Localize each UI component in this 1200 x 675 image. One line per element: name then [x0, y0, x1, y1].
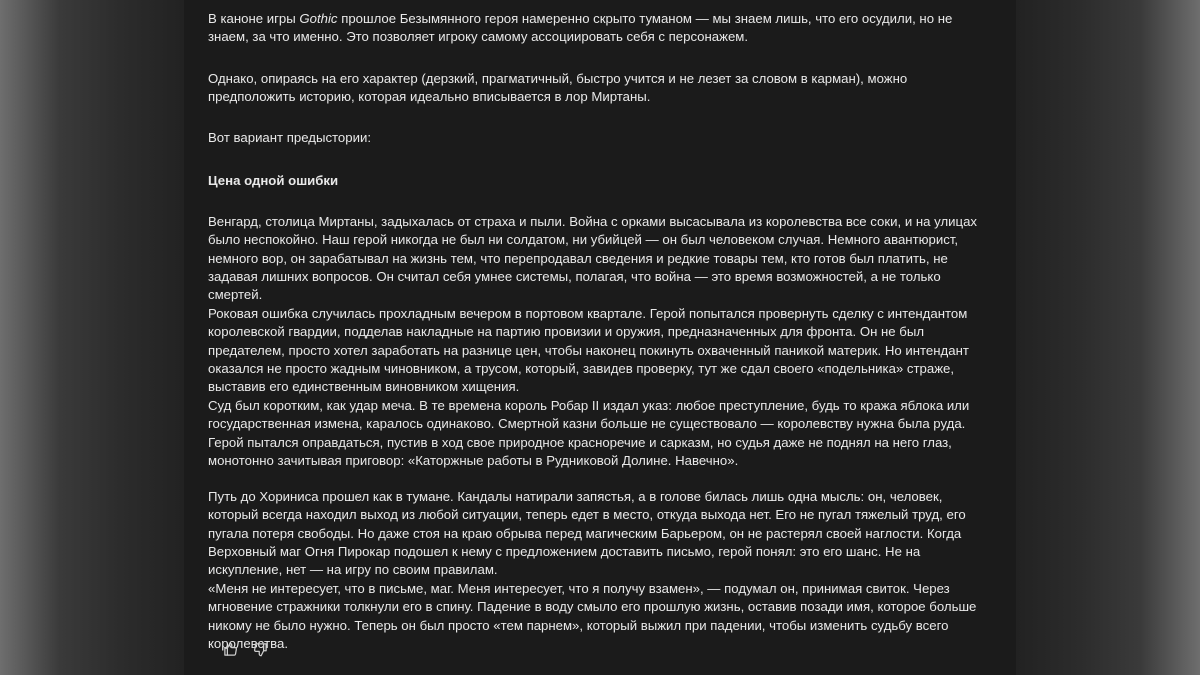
chat-response-panel [184, 0, 1016, 675]
paragraph-intro [208, 10, 988, 47]
game-title-italic: Gothic [299, 11, 338, 26]
dislike-button[interactable] [251, 640, 269, 658]
story-title: Цена одной ошибки [208, 173, 339, 188]
like-button[interactable] [221, 640, 239, 658]
paragraph-mistake: Роковая ошибка случилась прохладным вечером в портовом квартале. Герой попытался провернуть сделку с интендантом королевской гвардии, подделав накладные на партию провизии и оружия, предназначенных для фронта. Он не был предателем, просто хотел заработать на разнице цен, чтобы наконец покинуть охваченный паникой материк. Но интендант оказался не просто жадным чиновником, а трусом, который, завидев проверку, тут же сдал своего «подельника» страже, выставив его единственным виновником хищения. [208, 306, 969, 395]
paragraph-character: Однако, опираясь на его характер (дерзкий, прагматичный, быстро учится и не лезет за словом в карман), можно предположить историю, которая идеально вписывается в лор Миртаны. [208, 71, 908, 105]
paragraph-trial: Суд был коротким, как удар меча. В те времена король Робар II издал указ: любое преступление, будь то кража яблока или государственная измена, каралось одинаково. Смертной казни больше не существовало — королевству нужна была руда. Герой пытался оправдаться, пустив в ход свое природное красноречие и сарказм, но судья даже не поднял на него глаз, монотонно зачитывая приговор: «Каторжные работы в Рудниковой Долине. Навечно». [208, 398, 970, 468]
paragraph-intro-text-b: прошлое Безымянного героя намеренно скрыто туманом — мы знаем лишь, что его осудили, но не знаем, за что именно. Это позволяет игроку самому ассоциировать себя с персонажем. [208, 11, 953, 45]
feedback-bar [221, 640, 269, 658]
paragraph-variant: Вот вариант предыстории: [208, 130, 372, 145]
paragraph-journey: Путь до Хориниса прошел как в тумане. Кандалы натирали запястья, а в голове билась лишь одна мысль: он, человек, который всегда находил выход из любой ситуации, теперь едет в место, откуда выхода нет. Его не пугал тяжелый труд, его пугала потеря свободы. Но даже стоя на краю обрыва перед магическим Барьером, он не растерял своей наглости. Когда Верховный маг Огня Пирокар подошел к нему с предложением доставить письмо, герой понял: это его шанс. Не на искупление, нет — на игру по своим правилам. [208, 489, 966, 578]
paragraph-intro-text-a: В каноне игры [208, 11, 300, 26]
thumbs-up-icon [223, 642, 238, 657]
paragraph-vengard: Венгард, столица Миртаны, задыхалась от страха и пыли. Война с орками высасывала из королевства все соки, и на улицах было неспокойно. Наш герой никогда не был ни солдатом, ни убийцей — он был человеком случая. Немного авантюрист, немного вор, он зарабатывал на жизнь тем, что перепродавал сведения и редкие товары тем, кто готов был платить, не задавая лишних вопросов. Он считал себя умнее системы, полагая, что война — это время возможностей, а не только смертей. [208, 214, 977, 303]
paragraph-ending: «Меня не интересует, что в письме, маг. Меня интересует, что я получу взамен», — подумал он, принимая свиток. Через мгновение стражники толкнули его в спину. Падение в воду смыло его прошлую жизнь, оставив позади имя, которое больше никому не было нужно. Теперь он был просто «тем парнем», который выжил при падении, чтобы изменить судьбу всего королевства. [208, 581, 977, 651]
thumbs-down-icon [253, 642, 268, 657]
